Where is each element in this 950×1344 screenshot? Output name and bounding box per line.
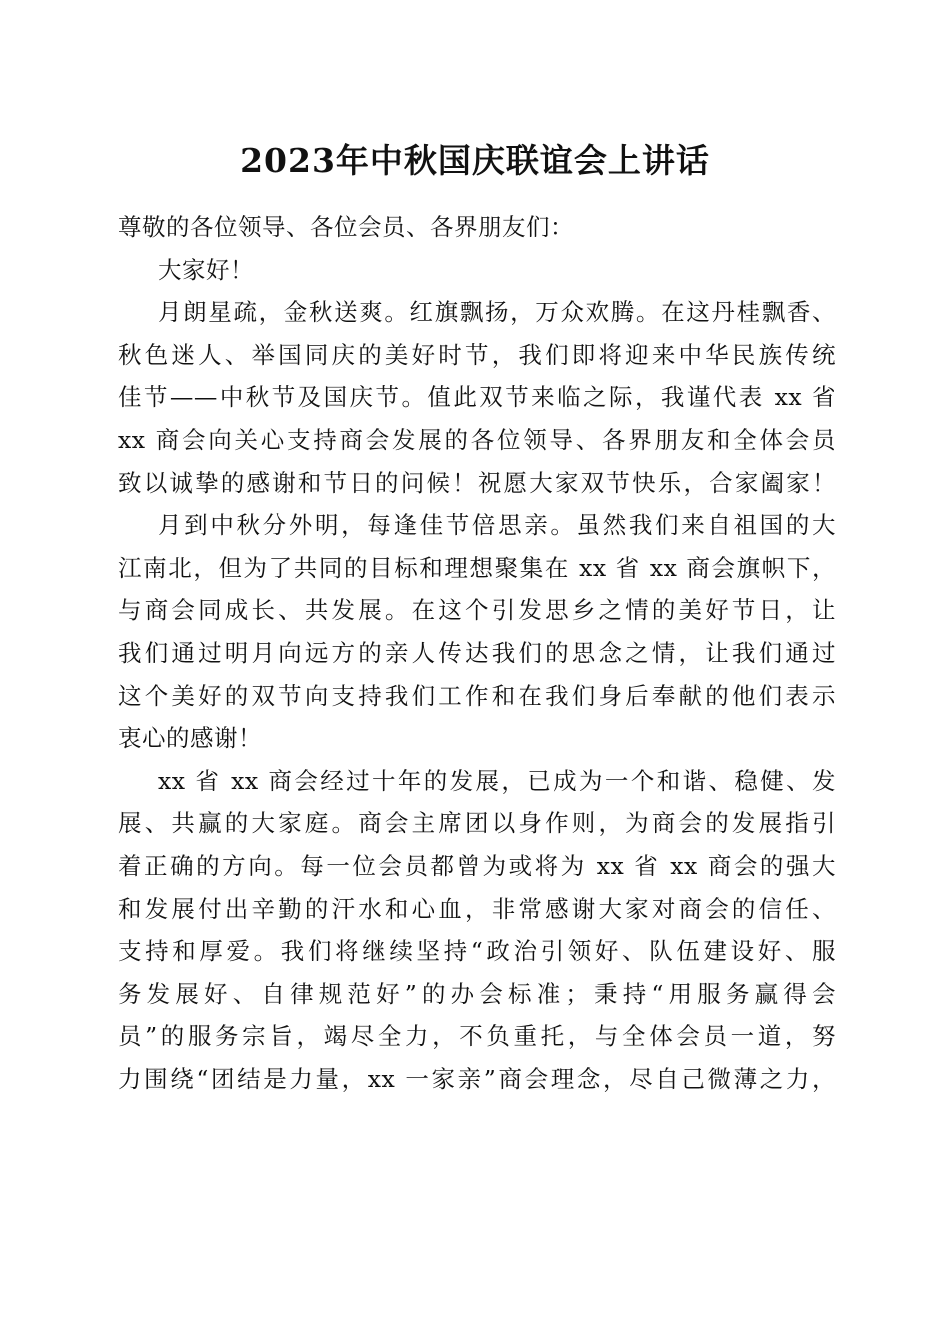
- paragraph-3-line-2: 展、共赢的大家庭。商会主席团以身作则，为商会的发展指引: [118, 809, 836, 838]
- paragraph-2-line-4: 我们通过明月向远方的亲人传达我们的思念之情，让我们通过: [118, 638, 836, 667]
- paragraph-1-line-1: 月朗星疏，金秋送爽。红旗飘扬，万众欢腾。在这丹桂飘香、: [158, 298, 836, 327]
- paragraph-1-line-5: 致以诚挚的感谢和节日的问候！祝愿大家双节快乐，合家阖家！: [118, 468, 836, 497]
- paragraph-3-line-6: 务发展好、自律规范好”的办会标准；秉持“用服务赢得会: [118, 979, 836, 1008]
- paragraph-1-line-4: xx 商会向关心支持商会发展的各位领导、各界朋友和全体会员: [118, 425, 836, 454]
- paragraph-3-line-3: 着正确的方向。每一位会员都曾为或将为 xx 省 xx 商会的强大: [118, 851, 836, 880]
- paragraph-3-line-5: 支持和厚爱。我们将继续坚持“政治引领好、队伍建设好、服: [118, 937, 836, 966]
- paragraph-2-line-6: 衷心的感谢！: [118, 724, 262, 753]
- document-title: 2023年中秋国庆联谊会上讲话: [240, 141, 710, 180]
- document-body: [118, 206, 836, 1100]
- paragraph-2-line-3: 与商会同成长、共发展。在这个引发思乡之情的美好节日，让: [118, 596, 836, 625]
- paragraph-3-line-1: xx 省 xx 商会经过十年的发展，已成为一个和谐、稳健、发: [158, 766, 836, 795]
- paragraph-2-line-2: 江南北，但为了共同的目标和理想聚集在 xx 省 xx 商会旗帜下，: [118, 553, 836, 582]
- greeting: 大家好！: [158, 255, 254, 284]
- paragraph-2-line-1: 月到中秋分外明，每逢佳节倍思亲。虽然我们来自祖国的大: [158, 511, 836, 540]
- paragraph-1-line-2: 秋色迷人、举国同庆的美好时节，我们即将迎来中华民族传统: [118, 340, 836, 369]
- paragraph-2-line-5: 这个美好的双节向支持我们工作和在我们身后奉献的他们表示: [118, 681, 836, 710]
- paragraph-3-line-4: 和发展付出辛勤的汗水和心血，非常感谢大家对商会的信任、: [118, 894, 836, 923]
- salutation: 尊敬的各位领导、各位会员、各界朋友们：: [118, 213, 574, 241]
- paragraph-3-line-8: 力围绕“团结是力量，xx 一家亲”商会理念，尽自己微薄之力，: [118, 1064, 836, 1093]
- paragraph-1-line-3: 佳节——中秋节及国庆节。值此双节来临之际，我谨代表 xx 省: [118, 383, 836, 412]
- paragraph-3-line-7: 员”的服务宗旨，竭尽全力，不负重托，与全体会员一道，努: [118, 1022, 836, 1051]
